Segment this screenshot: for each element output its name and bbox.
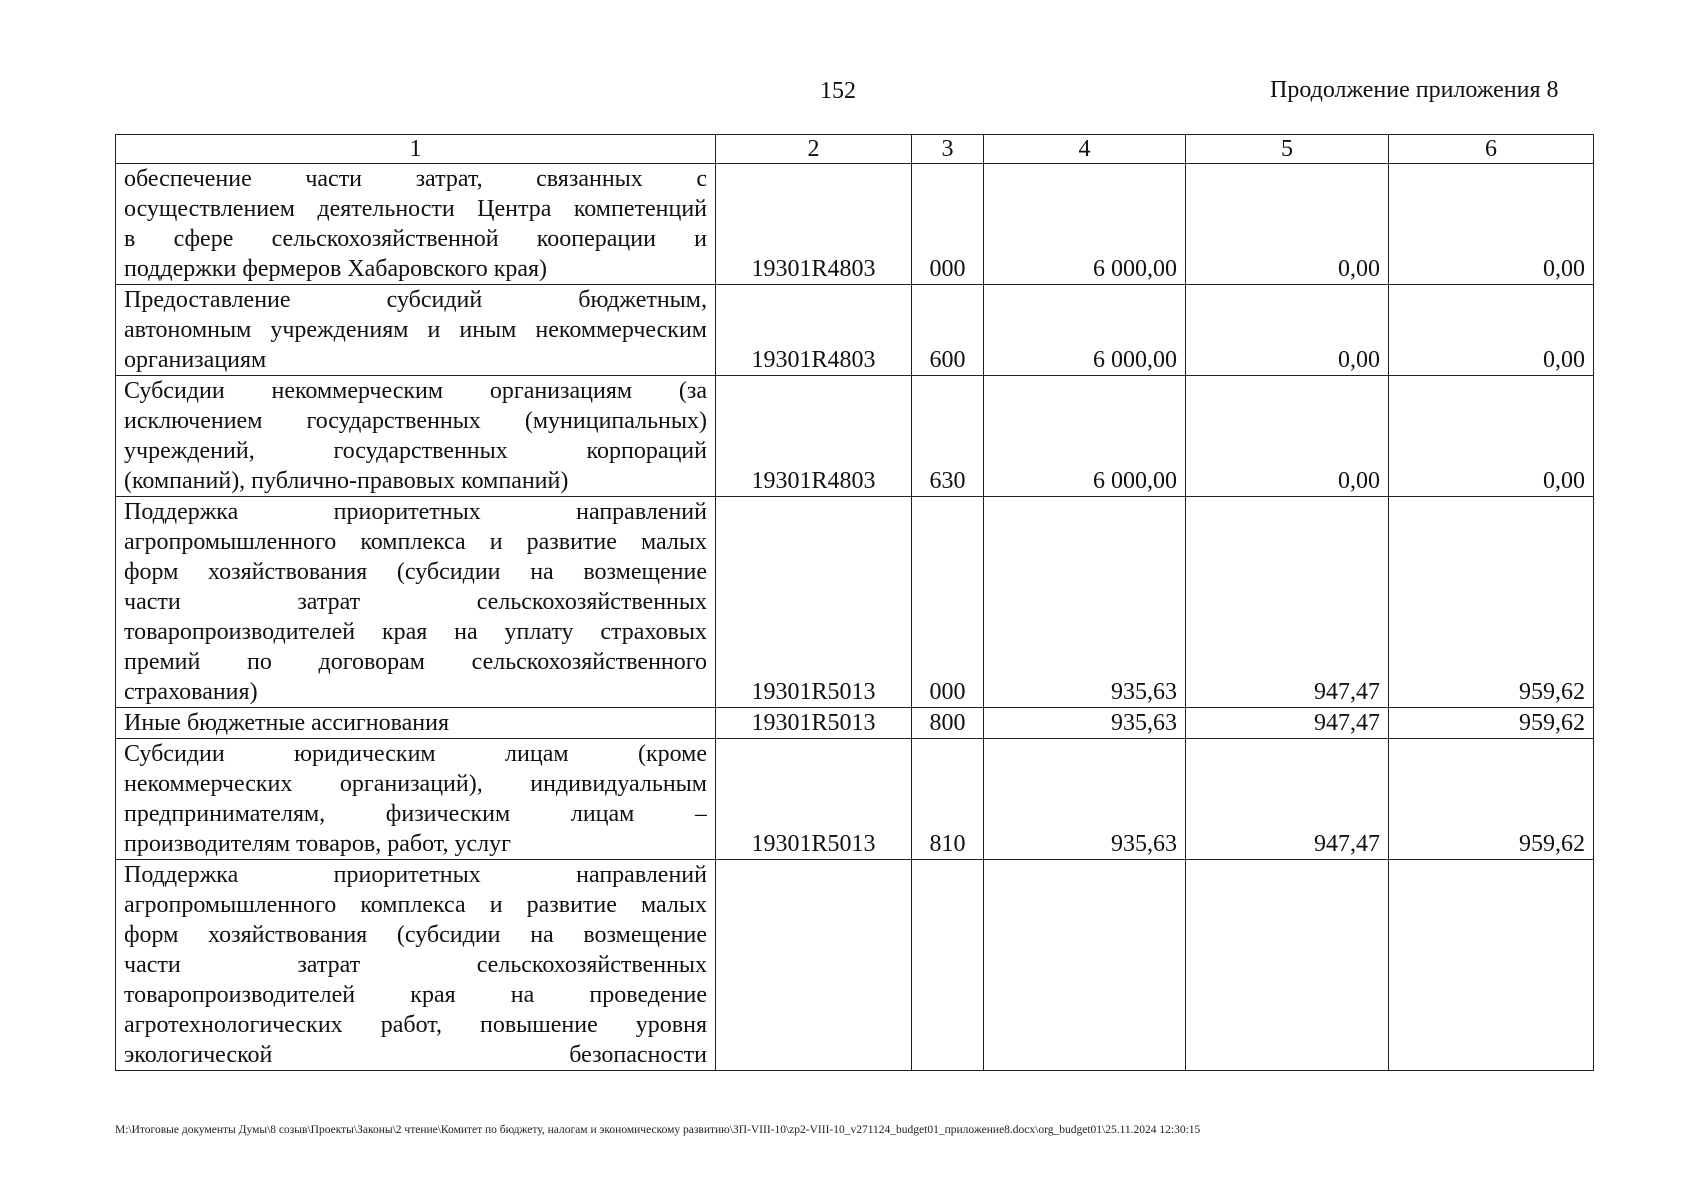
description-line: товаропроизводителей края на уплату страховых	[124, 619, 707, 645]
description-line: обеспечение части затрат, связанных с	[124, 166, 707, 192]
amount-col-6: 0,00	[1389, 164, 1594, 285]
amount-col-6: 959,62	[1389, 708, 1594, 739]
continuation-title: Продолжение приложения 8	[1270, 77, 1559, 103]
budget-table	[115, 134, 1594, 1071]
description-line: (компаний), публично-правовых компаний)	[124, 468, 569, 494]
expense-type: 630	[912, 376, 984, 497]
amount-col-4: 6 000,00	[984, 285, 1186, 376]
target-code: 19301R5013	[716, 708, 912, 739]
expense-type: 810	[912, 739, 984, 860]
column-header: 6	[1389, 135, 1594, 164]
description-line: страхования)	[124, 679, 258, 705]
description-line: организациям	[124, 347, 267, 373]
description-line: части затрат сельскохозяйственных	[124, 589, 707, 615]
description-line: поддержки фермеров Хабаровского края)	[124, 256, 548, 282]
amount-col-4	[984, 860, 1186, 1071]
table-row	[116, 497, 1594, 708]
amount-col-5	[1186, 860, 1389, 1071]
column-header: 2	[716, 135, 912, 164]
description-line: экологической безопасности	[124, 1042, 707, 1068]
description-line: учреждений, государственных корпораций	[124, 438, 707, 464]
column-header: 3	[912, 135, 984, 164]
page-number: 152	[820, 78, 856, 104]
description-line: Поддержка приоритетных направлений	[124, 862, 707, 888]
target-code: 19301R5013	[716, 739, 912, 860]
table-header-row	[116, 135, 1594, 164]
amount-col-4: 935,63	[984, 497, 1186, 708]
description-line: предпринимателям, физическим лицам –	[124, 801, 707, 827]
amount-col-5: 0,00	[1186, 376, 1389, 497]
target-code: 19301R5013	[716, 497, 912, 708]
target-code: 19301R4803	[716, 376, 912, 497]
column-header: 5	[1186, 135, 1389, 164]
amount-col-6: 959,62	[1389, 497, 1594, 708]
expense-type: 000	[912, 497, 984, 708]
description-line: агротехнологических работ, повышение уровня	[124, 1012, 707, 1038]
table-row	[116, 285, 1594, 376]
row-description	[116, 739, 716, 860]
expense-type: 600	[912, 285, 984, 376]
description-line: некоммерческих организаций), индивидуальным	[124, 771, 707, 797]
description-line: Предоставление субсидий бюджетным,	[124, 287, 707, 313]
amount-col-6	[1389, 860, 1594, 1071]
expense-type: 000	[912, 164, 984, 285]
description-line: Поддержка приоритетных направлений	[124, 499, 707, 525]
row-description	[116, 708, 716, 739]
amount-col-6: 0,00	[1389, 285, 1594, 376]
amount-col-5: 947,47	[1186, 739, 1389, 860]
row-description	[116, 376, 716, 497]
description-line: товаропроизводителей края на проведение	[124, 982, 707, 1008]
amount-col-5: 0,00	[1186, 285, 1389, 376]
row-description	[116, 164, 716, 285]
amount-col-5: 947,47	[1186, 497, 1389, 708]
column-header: 1	[116, 135, 716, 164]
description-line: автономным учреждениям и иным некоммерческим	[124, 317, 707, 343]
amount-col-4: 935,63	[984, 739, 1186, 860]
amount-col-5: 0,00	[1186, 164, 1389, 285]
table-row	[116, 739, 1594, 860]
description-line: агропромышленного комплекса и развитие малых	[124, 529, 707, 555]
target-code	[716, 860, 912, 1071]
description-line: в сфере сельскохозяйственной кооперации и	[124, 226, 707, 252]
description-line: агропромышленного комплекса и развитие малых	[124, 892, 707, 918]
description-line: форм хозяйствования (субсидии на возмещение	[124, 559, 707, 585]
description-line: Иные бюджетные ассигнования	[124, 710, 449, 736]
description-line: форм хозяйствования (субсидии на возмещение	[124, 922, 707, 948]
table-row	[116, 376, 1594, 497]
amount-col-5: 947,47	[1186, 708, 1389, 739]
description-line: премий по договорам сельскохозяйственного	[124, 649, 707, 675]
description-line: осуществлением деятельности Центра компетенций	[124, 196, 707, 222]
row-description	[116, 860, 716, 1071]
description-line: исключением государственных (муниципальных)	[124, 408, 707, 434]
amount-col-4: 6 000,00	[984, 376, 1186, 497]
row-description	[116, 497, 716, 708]
table-row	[116, 164, 1594, 285]
amount-col-4: 935,63	[984, 708, 1186, 739]
description-line: Субсидии юридическим лицам (кроме	[124, 741, 707, 767]
footer-file-path: M:\Итоговые документы Думы\8 созыв\Проекты\Законы\2 чтение\Комитет по бюджету, налогам и экономическому развитию\ЗП-VIII-10\zp2-VIII-10_v271124_budget01_приложение8.docx\org_budget01\25.11.2024 12:30:15	[115, 1124, 1201, 1136]
expense-type	[912, 860, 984, 1071]
target-code: 19301R4803	[716, 285, 912, 376]
description-line: части затрат сельскохозяйственных	[124, 952, 707, 978]
amount-col-6: 0,00	[1389, 376, 1594, 497]
amount-col-6: 959,62	[1389, 739, 1594, 860]
expense-type: 800	[912, 708, 984, 739]
table-row	[116, 860, 1594, 1071]
column-header: 4	[984, 135, 1186, 164]
table-row	[116, 708, 1594, 739]
row-description	[116, 285, 716, 376]
description-line: производителям товаров, работ, услуг	[124, 831, 511, 857]
description-line: Субсидии некоммерческим организациям (за	[124, 378, 707, 404]
target-code: 19301R4803	[716, 164, 912, 285]
amount-col-4: 6 000,00	[984, 164, 1186, 285]
